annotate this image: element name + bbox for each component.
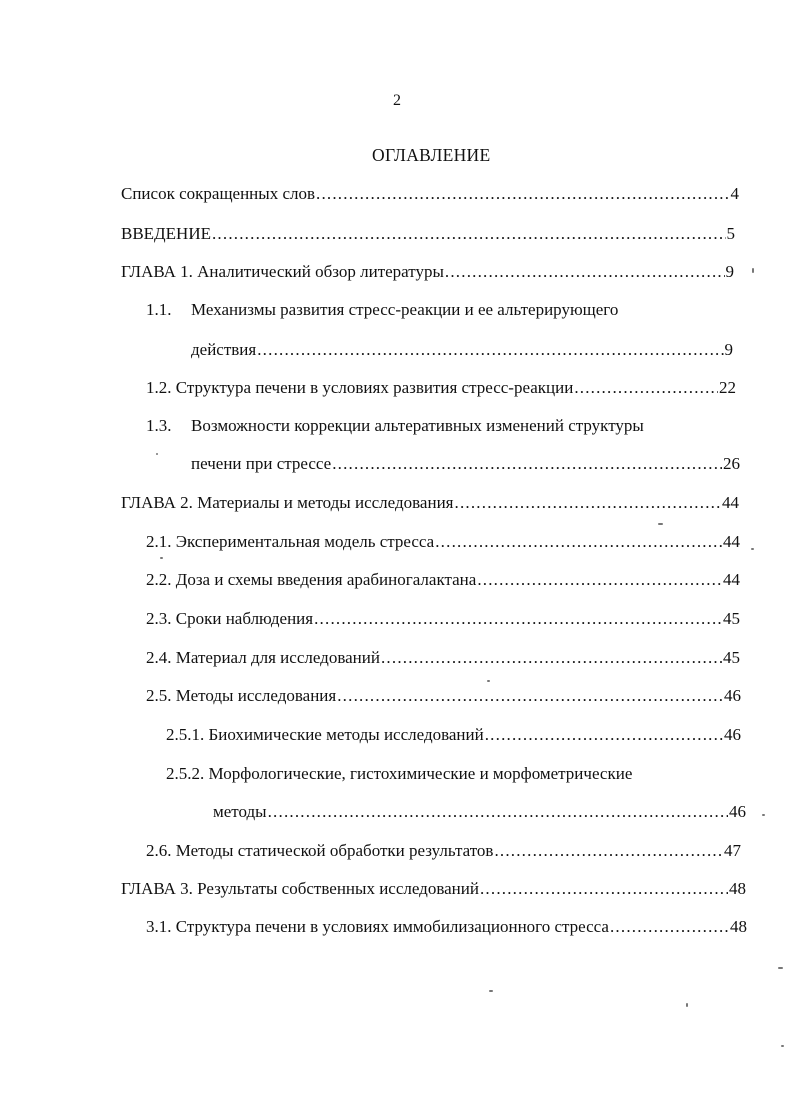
page-number: 2 <box>393 92 401 109</box>
toc-entry <box>121 185 739 205</box>
toc-entry-page: 9 <box>724 340 733 359</box>
scan-speck <box>160 557 163 559</box>
toc-leader <box>574 379 718 396</box>
toc-entry-text: Список сокращенных слов <box>121 184 315 203</box>
toc-entry-page: 4 <box>730 184 739 203</box>
toc-leader <box>212 225 726 242</box>
toc-entry-page: 46 <box>724 686 741 705</box>
toc-leader <box>494 842 723 859</box>
scan-speck <box>156 453 158 455</box>
toc-entry-text: методы <box>213 802 267 821</box>
toc-entry-page: 5 <box>726 224 735 243</box>
toc-entry-page: 45 <box>723 648 740 667</box>
toc-leader <box>316 185 730 202</box>
toc-entry-text: печени при стрессе <box>191 454 332 473</box>
toc-entry <box>213 803 746 823</box>
toc-entry-page: 22 <box>719 378 736 397</box>
toc-entry-page: 48 <box>730 917 747 936</box>
toc-entry <box>121 225 735 245</box>
toc-entry-text: ВВЕДЕНИЕ <box>121 224 211 243</box>
toc-entry-page: 47 <box>724 841 741 860</box>
toc-leader <box>477 571 722 588</box>
toc-entry <box>146 571 740 591</box>
toc-entry <box>121 263 734 283</box>
toc-leader <box>455 494 722 511</box>
toc-leader <box>485 726 723 743</box>
toc-entry-text: 3.1. Структура печени в условиях иммобилизационного стресса <box>146 917 609 936</box>
scan-speck <box>752 268 754 273</box>
toc-leader <box>610 918 729 935</box>
toc-entry <box>146 379 736 399</box>
scan-speck <box>489 990 493 992</box>
toc-entry <box>146 533 740 553</box>
toc-entry <box>146 649 740 669</box>
toc-entry-page: 48 <box>729 879 746 898</box>
toc-entry-text: действия <box>191 340 257 359</box>
toc-entry <box>191 341 733 361</box>
toc-entry-page: 44 <box>722 493 739 512</box>
scan-speck <box>778 967 783 969</box>
toc-entry <box>146 842 741 862</box>
toc-entry-text: Механизмы развития стресс-реакции и ее альтерирующего <box>191 300 619 319</box>
toc-entry <box>146 687 741 707</box>
toc-entry-page: 26 <box>723 454 740 473</box>
toc-title: ОГЛАВЛЕНИЕ <box>372 145 491 165</box>
toc-entry-text: Возможности коррекции альтеративных изменений структуры <box>191 416 644 435</box>
toc-entry-text: 2.6. Методы статической обработки результатов <box>146 841 494 860</box>
toc-entry-number: 1.1. <box>146 300 172 319</box>
scan-speck <box>762 814 765 816</box>
scan-speck <box>781 1045 784 1047</box>
toc-entry-page: 46 <box>729 802 746 821</box>
toc-entry-number: 1.3. <box>146 416 172 435</box>
scan-speck <box>487 680 490 682</box>
toc-leader <box>435 533 722 550</box>
toc-entry <box>166 726 741 746</box>
scan-speck <box>686 1003 688 1007</box>
toc-entry-text: 1.2. Структура печени в условиях развития стресс-реакции <box>146 378 574 397</box>
toc-leader <box>314 610 722 627</box>
toc-entry-page: 44 <box>723 532 740 551</box>
toc-entry <box>121 494 739 514</box>
toc-entry-text: 2.1. Экспериментальная модель стресса <box>146 532 435 551</box>
toc-entry-text: 2.5.1. Биохимические методы исследований <box>166 725 484 744</box>
toc-entry-text: 2.5.2. Морфологические, гистохимические и морфометрические <box>166 764 633 783</box>
toc-leader <box>337 687 723 704</box>
toc-leader <box>268 803 728 820</box>
toc-entry-page: 44 <box>723 570 740 589</box>
toc-entry <box>121 880 746 900</box>
toc-entry-text: 2.5. Методы исследования <box>146 686 337 705</box>
toc-entry <box>146 610 740 630</box>
toc-leader <box>480 880 728 897</box>
toc-entry-page: 45 <box>723 609 740 628</box>
toc-leader <box>381 649 722 666</box>
toc-leader <box>257 341 723 358</box>
toc-entry-text: 2.2. Доза и схемы введения арабиногалактана <box>146 570 477 589</box>
scan-speck <box>751 548 754 550</box>
scan-speck <box>658 523 663 525</box>
toc-leader <box>332 455 722 472</box>
toc-leader <box>445 263 725 280</box>
toc-entry-text: 2.4. Материал для исследований <box>146 648 380 667</box>
toc-entry-page: 46 <box>724 725 741 744</box>
toc-entry <box>191 455 740 475</box>
toc-entry-text: ГЛАВА 1. Аналитический обзор литературы <box>121 262 444 281</box>
toc-entry-page: 9 <box>725 262 734 281</box>
toc-entry-text: ГЛАВА 2. Материалы и методы исследования <box>121 493 454 512</box>
toc-entry-text: ГЛАВА 3. Результаты собственных исследований <box>121 879 479 898</box>
toc-entry <box>146 918 747 938</box>
toc-entry-text: 2.3. Сроки наблюдения <box>146 609 314 628</box>
